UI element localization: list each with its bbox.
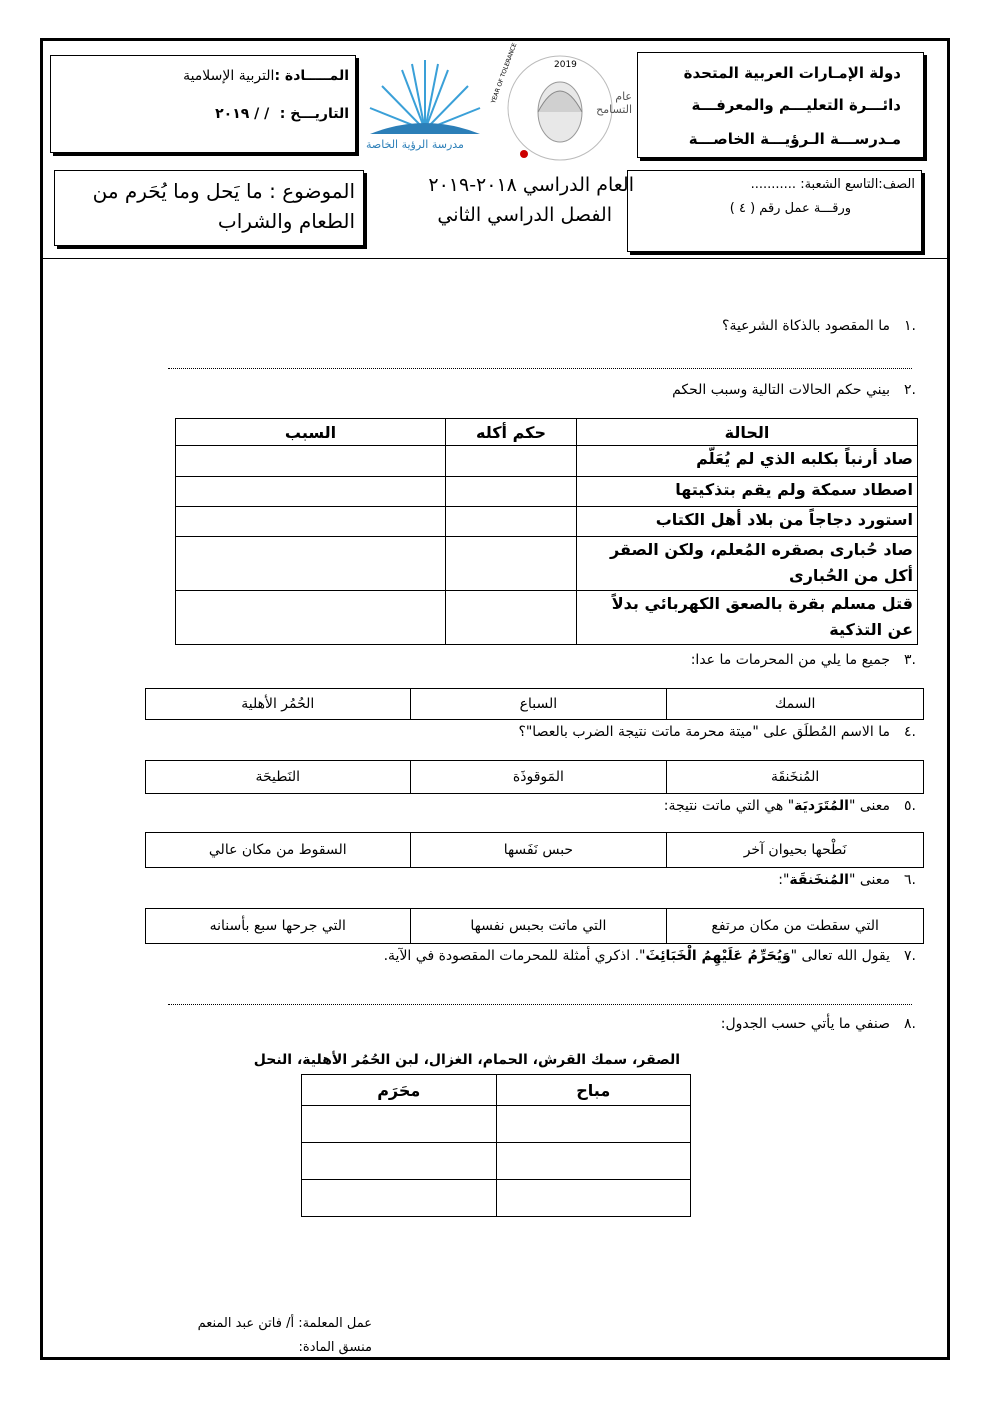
q3-option-2[interactable]: السباع xyxy=(410,689,667,720)
q4-number: .٤ xyxy=(904,724,916,740)
topic-line-2: الطعام والشراب xyxy=(217,209,355,233)
q6-text-b: ": xyxy=(778,872,790,888)
school-name: مـدرســـة الـرؤيـــة الخاصـــة xyxy=(688,130,901,148)
q6-term: المُنخَنقَة xyxy=(789,872,849,888)
tolerance-english: YEAR OF TOLERANCE xyxy=(490,42,519,105)
date-value: / / ٢٠١٩ xyxy=(215,106,270,122)
ruling-2[interactable] xyxy=(446,477,577,507)
q5-text-a: معنى " xyxy=(848,798,890,814)
q3-number: .٣ xyxy=(904,652,916,668)
permitted-cell-2[interactable] xyxy=(496,1143,691,1180)
grade-box xyxy=(627,170,922,252)
header-forbidden: محَرَم xyxy=(302,1075,497,1106)
question-4 xyxy=(518,722,916,742)
q5-option-1[interactable]: نَطْحها بحيوان آخر xyxy=(667,833,924,868)
q3-text: جميع ما يلي من المحرمات ما عدا: xyxy=(690,652,890,668)
header-ministry-box xyxy=(637,52,924,158)
ruling-1[interactable] xyxy=(446,446,577,477)
question-3 xyxy=(691,650,916,670)
case-5: قتل مسلم بقرة بالصعق الكهربائي بدلاً عن التذكية xyxy=(577,591,918,645)
department-name: دائـــرة التعليـــم والمعرفـــة xyxy=(691,96,901,114)
forbidden-cell-1[interactable] xyxy=(302,1106,497,1143)
q3-option-1[interactable]: السمك xyxy=(667,689,924,720)
case-4: صاد حُبارى بصقره المُعلم، ولكن الصقر أكل من الحُبارى xyxy=(577,537,918,591)
header-ruling: حكم أكله xyxy=(446,419,577,446)
header-subject-box xyxy=(50,55,356,153)
q2-number: .٢ xyxy=(904,382,916,398)
topic-box xyxy=(54,170,364,246)
q4-option-1[interactable]: المُنخَنقَة xyxy=(667,761,924,794)
q6-text-a: معنى " xyxy=(848,872,890,888)
state-name: دولة الإمـارات العربية المتحدة xyxy=(683,64,901,82)
q7-number: .٧ xyxy=(904,948,916,964)
sheet-number: ورقـــة عمل رقم ( ٤ ) xyxy=(729,201,851,216)
q7-answer-line[interactable] xyxy=(168,1004,912,1005)
q5-text-b: " هي التي ماتت نتيجة: xyxy=(663,798,795,814)
forbidden-cell-2[interactable] xyxy=(302,1143,497,1180)
header-case: الحالة xyxy=(577,419,918,446)
coordinator-label: منسق المادة: xyxy=(298,1340,372,1355)
subject-value: التربية الإسلامية xyxy=(183,68,275,84)
question-7 xyxy=(384,946,916,966)
reason-1[interactable] xyxy=(176,446,446,477)
q4-text: ما الاسم المُطلَق على "ميتة محرمة ماتت نتيجة الضرب بالعصا"؟ xyxy=(518,724,890,740)
case-2: اصطاد سمكة ولم يقم بتذكيتها xyxy=(577,477,918,507)
q4-options xyxy=(145,760,924,794)
reason-5[interactable] xyxy=(176,591,446,645)
date-label: التاريـــخ : xyxy=(279,106,349,122)
q5-options xyxy=(145,832,924,868)
q4-option-2[interactable]: المَوقوذَة xyxy=(410,761,667,794)
q8-items: الصقر، سمك القرش، الحمام، الغزال، لبن الحُمُر الأهلية، النحل xyxy=(253,1052,680,1068)
academic-year: العام الدراسي ٢٠١٨-٢٠١٩ xyxy=(428,174,634,196)
question-5 xyxy=(664,796,916,816)
question-1 xyxy=(722,316,916,336)
case-1: صاد أرنباً بكلبه الذي لم يُعَلّم xyxy=(577,446,918,477)
q6-option-3[interactable]: التي جرحها سبع بأسنانه xyxy=(146,909,411,944)
academic-term: الفصل الدراسي الثاني xyxy=(437,204,612,226)
header-reason: السبب xyxy=(176,419,446,446)
forbidden-cell-3[interactable] xyxy=(302,1180,497,1217)
subject-label: المـــــادة : xyxy=(274,68,349,84)
reason-4[interactable] xyxy=(176,537,446,591)
q7-text-a: يقول الله تعالى " xyxy=(790,948,890,964)
question-8 xyxy=(721,1014,916,1034)
q6-options xyxy=(145,908,924,944)
school-logo-text: مدرسة الرؤية الخاصة xyxy=(366,138,464,151)
q5-option-3[interactable]: السقوط من مكان عالي xyxy=(146,833,411,868)
subject-row xyxy=(183,68,349,84)
q5-number: .٥ xyxy=(904,798,916,814)
year-of-tolerance-logo xyxy=(488,42,632,168)
q3-option-3[interactable]: الحُمُر الأهلية xyxy=(146,689,411,720)
case-3: استورد دجاجاً من بلاد أهل الكتاب xyxy=(577,507,918,537)
q5-term: المُتَرَديَة xyxy=(794,798,849,814)
q1-number: .١ xyxy=(904,318,916,334)
header-permitted: مباح xyxy=(496,1075,691,1106)
q8-text: صنفي ما يأتي حسب الجدول: xyxy=(720,1016,890,1032)
grade-line: الصف:التاسع الشعبة: ........... xyxy=(750,177,915,192)
q7-text-b: ". اذكري أمثلة للمحرمات المقصودة في الآية. xyxy=(383,948,646,964)
q3-options xyxy=(145,688,924,720)
q6-number: .٦ xyxy=(904,872,916,888)
topic-line-1: الموضوع : ما يَحل وما يُحَرم من xyxy=(92,179,355,203)
q5-option-2[interactable]: حبس نَفَسها xyxy=(410,833,667,868)
q7-verse: وَيُحَرِّمُ عَلَيْهِمُ الْخَبَائِثَ xyxy=(645,948,791,964)
permitted-cell-1[interactable] xyxy=(496,1106,691,1143)
cases-table xyxy=(175,418,918,645)
q6-option-1[interactable]: التي سقطت من مكان مرتفع xyxy=(667,909,924,944)
header-divider xyxy=(42,258,948,259)
teacher-name: عمل المعلمة: أ/ فاتن عبد المنعم xyxy=(197,1316,372,1331)
q6-option-2[interactable]: التي ماتت بحبس نفسها xyxy=(410,909,667,944)
q1-answer-line[interactable] xyxy=(168,368,912,369)
q4-option-3[interactable]: النَطيحَة xyxy=(146,761,411,794)
classification-table xyxy=(301,1074,691,1217)
q8-number: .٨ xyxy=(904,1016,916,1032)
ruling-4[interactable] xyxy=(446,537,577,591)
question-2 xyxy=(672,380,916,400)
tolerance-arabic: عام التسامح xyxy=(596,90,632,116)
date-row xyxy=(215,106,349,122)
school-logo xyxy=(362,52,488,160)
reason-3[interactable] xyxy=(176,507,446,537)
q2-text: بيني حكم الحالات التالية وسبب الحكم xyxy=(672,382,890,398)
question-6 xyxy=(778,870,916,890)
permitted-cell-3[interactable] xyxy=(496,1180,691,1217)
q1-text: ما المقصود بالذكاة الشرعية؟ xyxy=(722,318,890,334)
reason-2[interactable] xyxy=(176,477,446,507)
tolerance-year: 2019 xyxy=(554,60,577,70)
ruling-5[interactable] xyxy=(446,591,577,645)
ruling-3[interactable] xyxy=(446,507,577,537)
